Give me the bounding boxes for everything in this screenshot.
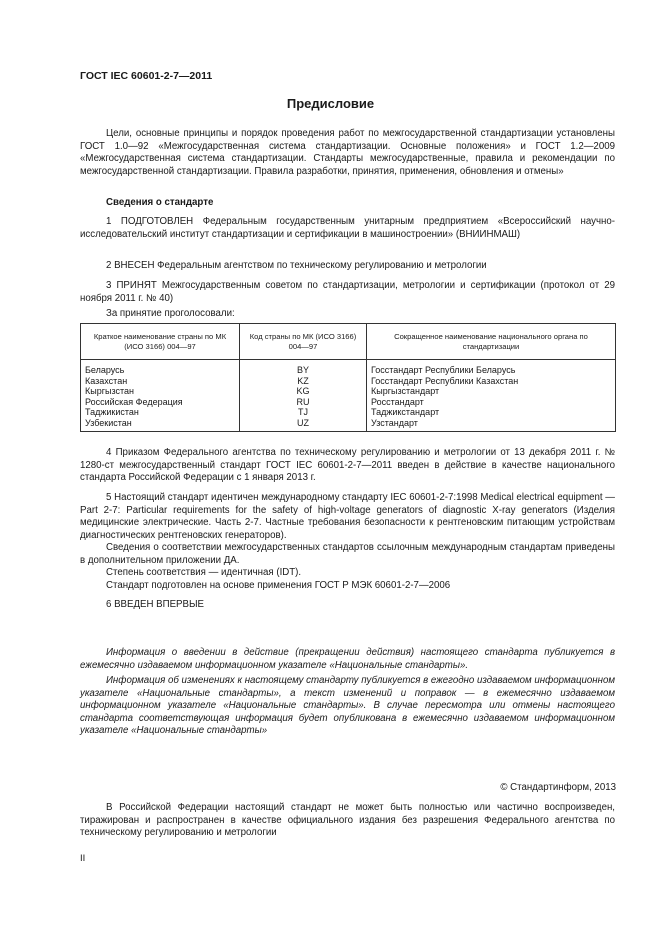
section-heading: Сведения о стандарте xyxy=(106,197,214,208)
table-cell-code: UZ xyxy=(240,418,367,431)
table-cell-country: Казахстан xyxy=(85,375,128,386)
intro-paragraph: Цели, основные принципы и порядок проведения работ по межгосударственной стандартизации установлены ГОСТ 1.0—92 «Межгосударственная система стандартизации. Основные положения» и ГОСТ 1.2—2009 «Межгосударственная система стандартизации. Стандарты межгосударственные, правила и рекомендации по межгосударственной стандартизации. Правила разработки, принятия, применения, обновления и отмены» xyxy=(80,128,615,177)
table-cell-code: TJ xyxy=(240,407,367,418)
table-cell-code: KG xyxy=(240,386,367,397)
table-header-code: Код страны по МК (ИСО 3166) 004—97 xyxy=(240,324,367,360)
member-states-table xyxy=(80,323,616,432)
item-6-paragraph: 6 ВВЕДЕН ВПЕРВЫЕ xyxy=(106,599,205,610)
table-cell-body: Росстандарт xyxy=(367,397,616,408)
table-row xyxy=(81,418,616,431)
table-row xyxy=(81,360,616,376)
table-header-country: Краткое наименование страны по МК (ИСО 3166) 004—97 xyxy=(81,324,240,360)
table-cell-body: Узстандарт xyxy=(367,418,616,431)
table-cell-country: Кыргызстан xyxy=(85,386,134,397)
table-header-row xyxy=(81,324,616,360)
table-row xyxy=(81,397,616,408)
vote-label: За принятие проголосовали: xyxy=(106,308,235,319)
item-3-paragraph: 3 ПРИНЯТ Межгосударственным советом по стандартизации, метрологии и сертификации (протокол от 29 ноября 2011 г. № 40) xyxy=(80,280,615,304)
table-cell-code: KZ xyxy=(240,376,367,387)
info-paragraph-1: Информация о введении в действие (прекращении действия) настоящего стандарта публикуется в ежемесячно издаваемом информационном указателе «Национальные стандарты». xyxy=(80,647,615,671)
item-5-paragraph: 5 Настоящий стандарт идентичен международному стандарту IEC 60601-2-7:1998 Medical electrical equipment — Part 2-7: Particular requirements for the safety of high-voltage generators of diagnostic X-ray generators (Изделия медицинские электрические. Часть 2-7. Частные требования безопасности к рентгеновским питающим устройствам диагностических рентгеновских генераторов). xyxy=(80,492,615,541)
item-5-references: Сведения о соответствии межгосударственных стандартов ссылочным международным стандартам приведены в дополнительном приложении ДА. xyxy=(80,542,615,566)
item-4-paragraph: 4 Приказом Федерального агентства по техническому регулированию и метрологии от 13 декабря 2011 г. № 1280-ст межгосударственный стандарт ГОСТ IEC 60601-2-7—2011 введен в действие в качестве национального стандарта Российской Федерации с 1 января 2013 г. xyxy=(80,447,615,484)
info-paragraph-2: Информация об изменениях к настоящему стандарту публикуется в ежегодно издаваемом информационном указателе «Национальные стандарты», а текст изменений и поправок — в ежемесячно издаваемом информационном указателе «Национальные стандарты». В случае пересмотра или отмены настоящего стандарта соответствующая информация будет опубликована в ежемесячно издаваемом информационном указателе «Национальные стандарты» xyxy=(80,675,615,737)
table-cell-body: Кыргызстандарт xyxy=(367,386,616,397)
table-cell-code: RU xyxy=(240,397,367,408)
table-cell-country: Узбекистан xyxy=(85,417,132,428)
table-cell-body: Таджикстандарт xyxy=(367,407,616,418)
table-cell-code: BY xyxy=(240,360,367,376)
table-cell-country: Беларусь xyxy=(85,365,125,375)
rights-notice: В Российской Федерации настоящий стандарт не может быть полностью или частично воспроизведен, тиражирован и распространен в качестве официального издания без разрешения Федерального агентства по техническому регулированию и метрологии xyxy=(80,802,615,839)
item-1-paragraph: 1 ПОДГОТОВЛЕН Федеральным государственным унитарным предприятием «Всероссийский научно-исследовательский институт стандартизации и сертификации в машиностроении» (ВНИИНМАШ) xyxy=(80,216,615,240)
item-5-degree: Степень соответствия — идентичная (IDT). xyxy=(106,567,302,578)
table-cell-country: Таджикистан xyxy=(85,407,139,418)
table-cell-country: Российская Федерация xyxy=(85,396,183,407)
table-header-body: Сокращенное наименование национального органа по стандартизации xyxy=(367,324,616,360)
table-cell-body: Госстандарт Республики Казахстан xyxy=(367,376,616,387)
table-row xyxy=(81,407,616,418)
table-cell-body: Госстандарт Республики Беларусь xyxy=(367,360,616,376)
table-row xyxy=(81,386,616,397)
document-code: ГОСТ IEC 60601-2-7—2011 xyxy=(80,70,213,82)
page-number: II xyxy=(80,853,86,864)
item-2-paragraph: 2 ВНЕСЕН Федеральным агентством по техническому регулированию и метрологии xyxy=(106,260,487,271)
page-title: Предисловие xyxy=(286,96,375,111)
item-5-basis: Стандарт подготовлен на основе применения ГОСТ Р МЭК 60601-2-7—2006 xyxy=(106,580,451,591)
copyright-line: © Стандартинформ, 2013 xyxy=(500,782,616,793)
table-row xyxy=(81,376,616,387)
